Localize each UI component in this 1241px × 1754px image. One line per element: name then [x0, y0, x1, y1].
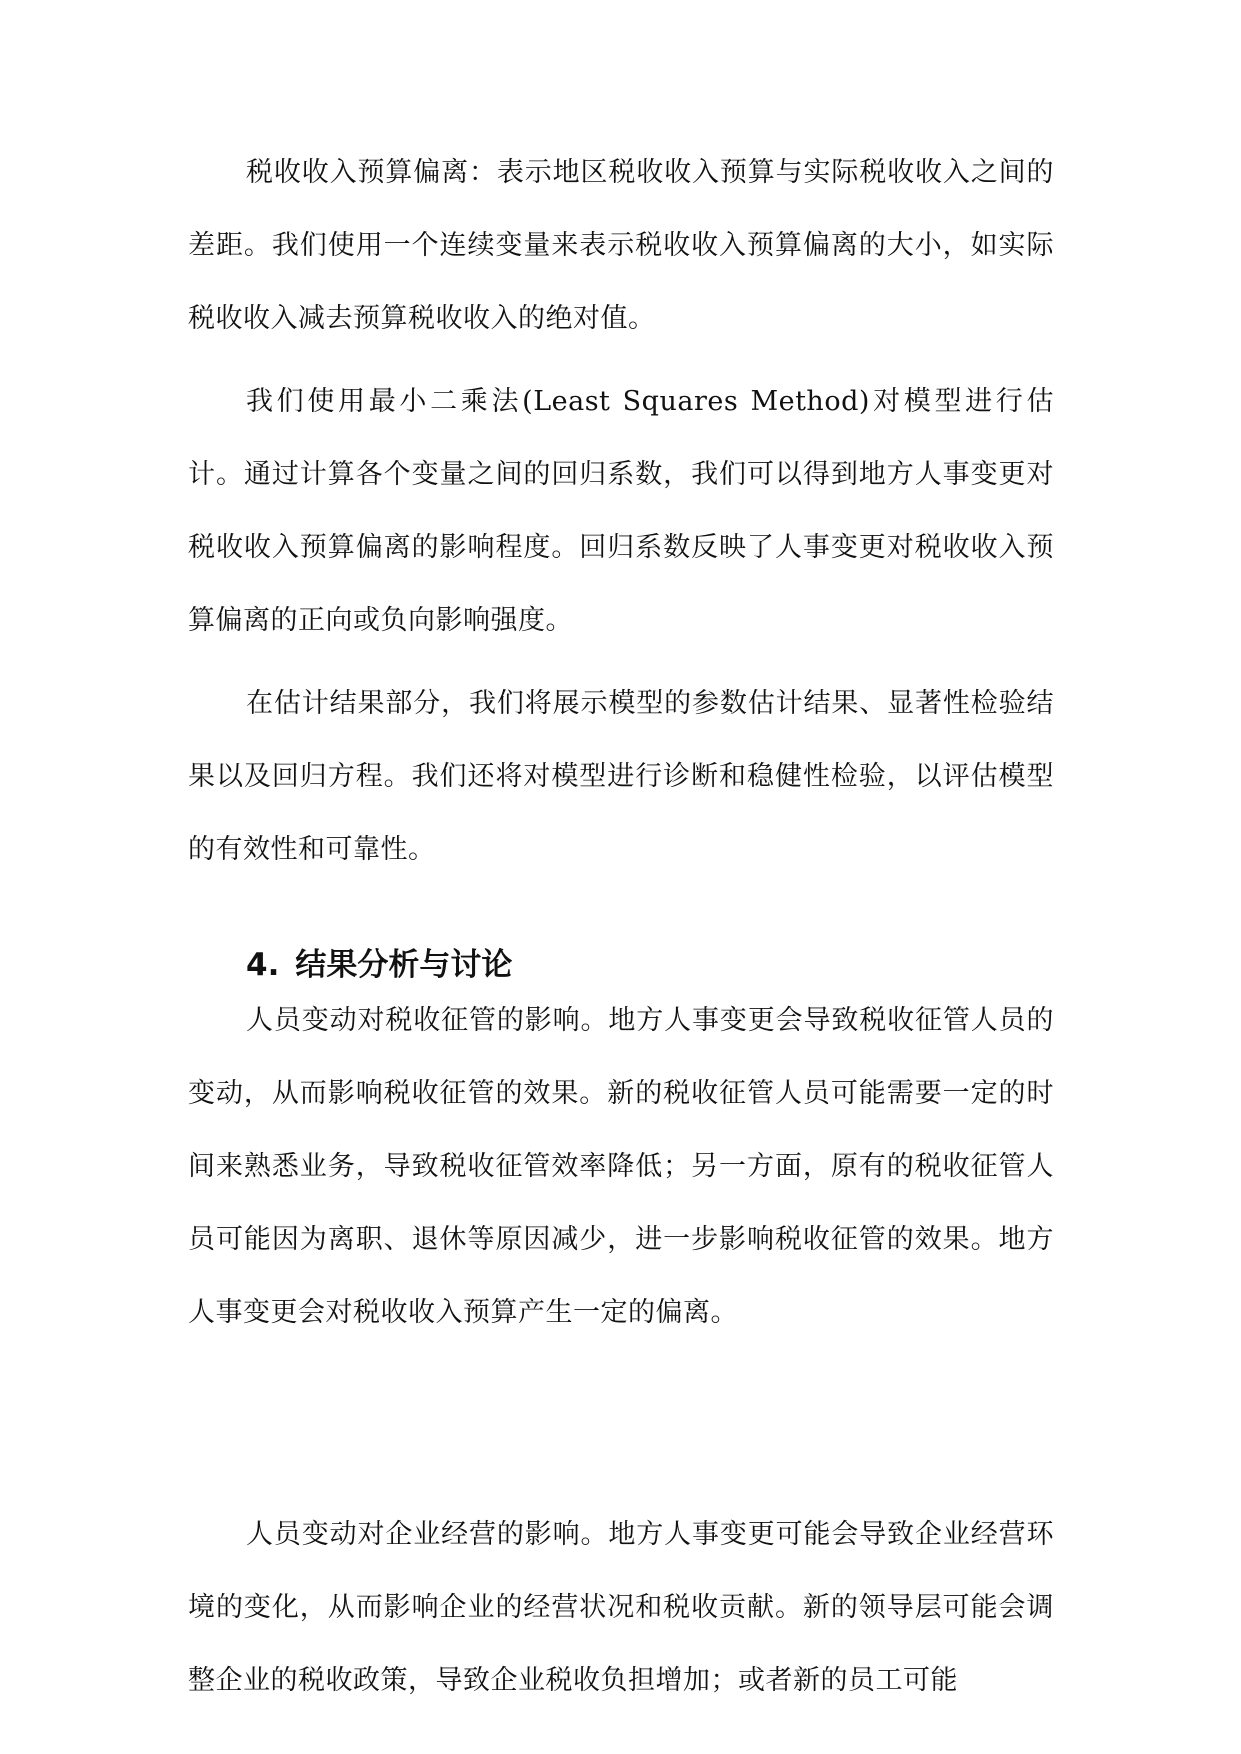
- section-number: 4.: [246, 947, 280, 983]
- paragraph-least-squares: 我们使用最小二乘法(Least Squares Method)对模型进行估计。通过计算各个变量之间的回归系数，我们可以得到地方人事变更对税收收入预算偏离的影响程度。回归系数反映了人事变更对税收收入预算偏离的正向或负向影响强度。: [188, 386, 1054, 636]
- paragraph-estimation-results: 在估计结果部分，我们将展示模型的参数估计结果、显著性检验结果以及回归方程。我们还将对模型进行诊断和稳健性检验，以评估模型的有效性和可靠性。: [188, 688, 1054, 865]
- section-title: 结果分析与讨论: [295, 947, 513, 983]
- paragraph-budget-deviation: 税收收入预算偏离：表示地区税收收入预算与实际税收收入之间的差距。我们使用一个连续变量来表示税收收入预算偏离的大小，如实际税收收入减去预算税收收入的绝对值。: [188, 157, 1054, 334]
- paragraph-tax-administration: 人员变动对税收征管的影响。地方人事变更会导致税收征管人员的变动，从而影响税收征管的效果。新的税收征管人员可能需要一定的时间来熟悉业务，导致税收征管效率降低；另一方面，原有的税收征管人员可能因为离职、退休等原因减少，进一步影响税收征管的效果。地方人事变更会对税收收入预算产生一定的偏离。: [188, 1005, 1054, 1328]
- paragraph-business-operations: 人员变动对企业经营的影响。地方人事变更可能会导致企业经营环境的变化，从而影响企业的经营状况和税收贡献。新的领导层可能会调整企业的税收政策，导致企业税收负担增加；或者新的员工可能: [188, 1519, 1054, 1696]
